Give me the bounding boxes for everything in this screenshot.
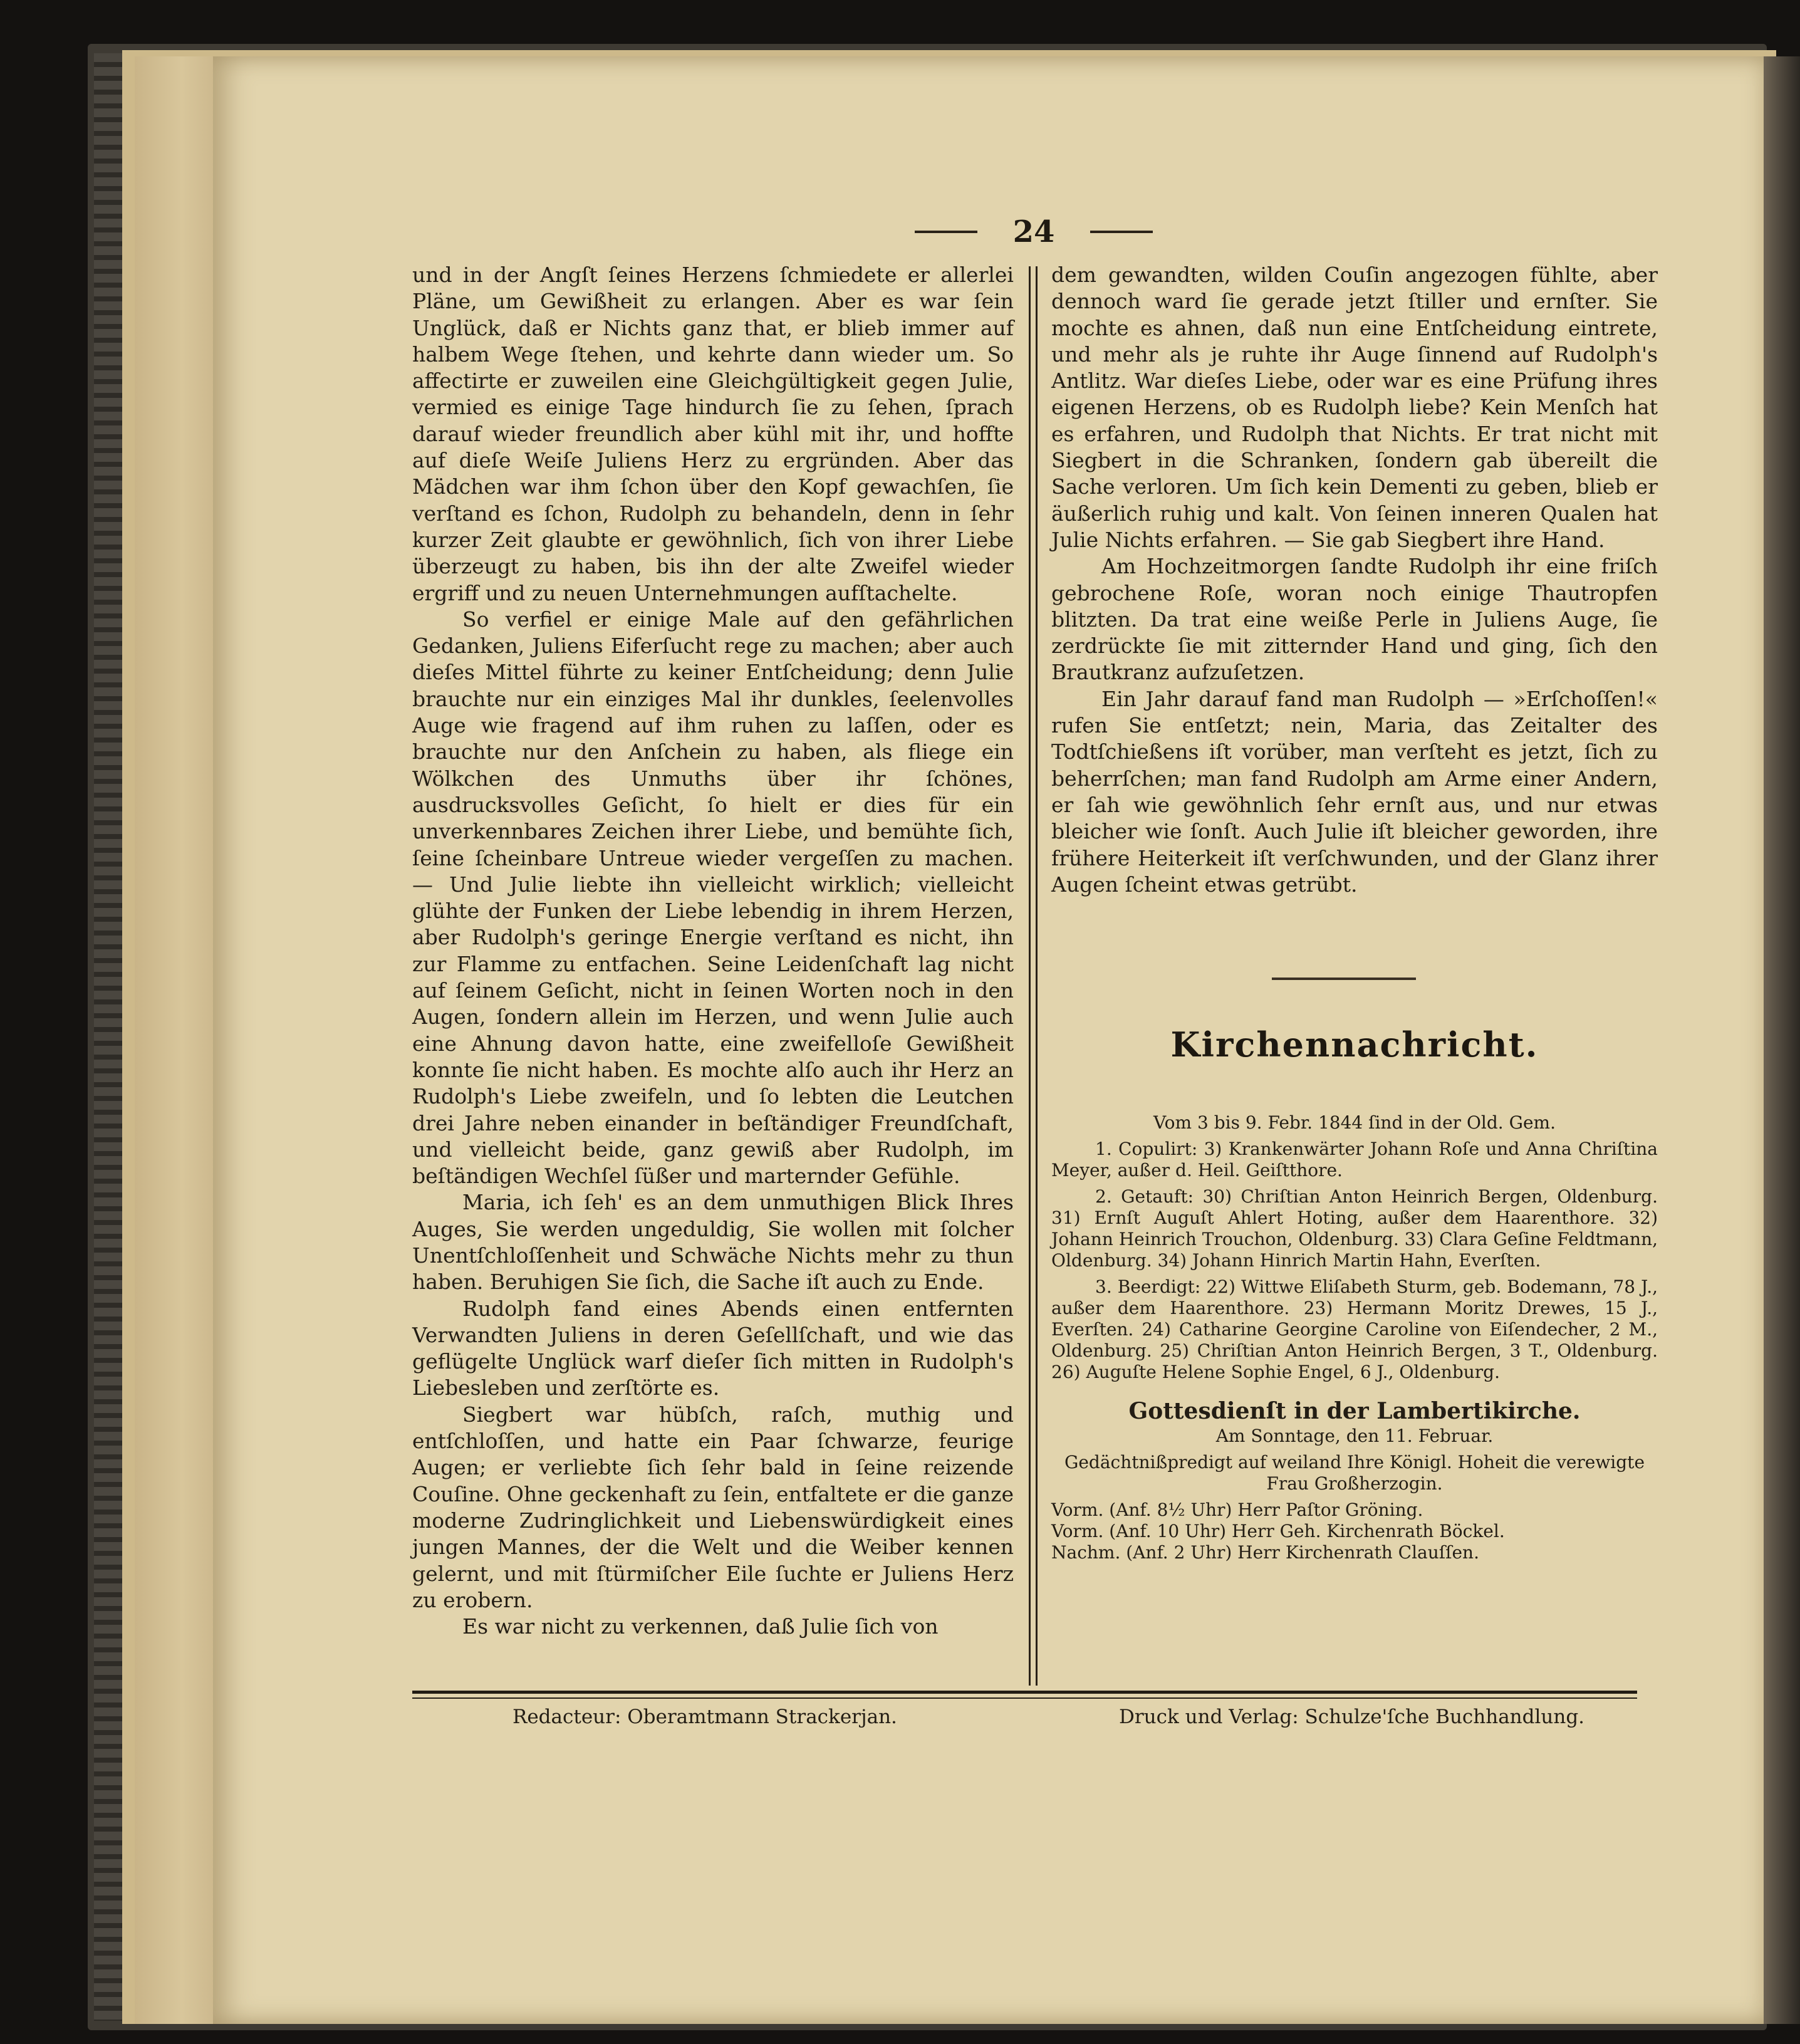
service-date: Am Sonntage, den 11. Februar. bbox=[1215, 1426, 1494, 1446]
paragraph: Maria, ich ſeh' es an dem unmuthigen Blick Ihres Auges, Sie werden ungeduldig, Sie wollen mit ſolcher Unentſchloſſenheit und Schwäche Nichts mehr zu thun haben. Beruhigen Sie ſich, die Sache iſt auch zu Ende. bbox=[412, 1190, 1014, 1295]
paragraph: Ein Jahr darauf fand man Rudolph — »Erſchoſſen!« rufen Sie entſetzt; nein, Maria, das Zeitalter des Todtſchießens iſt vorüber, man verſteht es jetzt, ſich zu beherrſchen; man fand Rudolph am Arme einer Andern, er ſah wie gewöhnlich ſehr ernſt aus, und nur etwas bleicher wie ſonſt. Auch Julie iſt bleicher geworden, ihre frühere Heiterkeit iſt verſchwunden, und der Glanz ihrer Augen ſcheint etwas getrübt. bbox=[1051, 686, 1658, 897]
paragraph: dem gewandten, wilden Couſin angezogen fühlte, aber dennoch ward ſie gerade jetzt ſtiller und ernſter. Sie mochte es ahnen, daß nun eine Entſcheidung eintrete, und mehr als je ruhte ihr Auge ſinnend auf Rudolph's Antlitz. War dieſes Liebe, oder war es eine Prüfung ihres eigenen Herzens, ob es Rudolph liebe? Kein Menſch hat es erfahren, und Rudolph that Nichts. Er trat nicht mit Siegbert in die Schranken, ſondern gab übereilt die Sache verloren. Um ſich kein Dementi zu geben, blieb er äußerlich ruhig und kalt. Von ſeinen inneren Qualen hat Julie Nichts erfahren. — Sie gab Siegbert ihre Hand. bbox=[1051, 263, 1658, 552]
paragraph: So verfiel er einige Male auf den gefährlichen Gedanken, Juliens Eiferſucht rege zu machen; aber auch dieſes Mittel führte zu keiner Entſcheidung; denn Julie brauchte nur ein einziges Mal ihr dunkles, ſeelenvolles Auge wie fragend auf ihm ruhen zu laſſen, oder es brauchte nur den Anſchein zu haben, als fliege ein Wölkchen des Unmuths über ihr ſchönes, ausdrucksvolles Geſicht, ſo hielt er dies für ein unverkennbares Zeichen ihrer Liebe, und bemühte ſich, ſeine ſcheinbare Untreue wieder vergeſſen zu machen. — Und Julie liebte ihn vielleicht wirklich; vielleicht glühte der Funken der Liebe lebendig in ihrem Herzen, aber Rudolph's geringe Energie verſtand es nicht, ihn zur Flamme zu entfachen. Seine Leidenſchaft lag nicht auf ſeinem Geſicht, nicht in ſeinen Worten noch in den Augen, ſondern allein im Herzen, und wenn Julie auch eine Ahnung davon hatte, eine zweifelloſe Gewißheit konnte ſie nicht haben. Es mochte alſo auch ihr Herz an Rudolph's Liebe zweifeln, und ſo lebten die Leutchen drei Jahre neben einander in beſtändiger Freundſchaft, und vielleicht beide, ganz gewiß aber Rudolph, im beſtändigen Wechſel ſüßer und marternder Gefühle. bbox=[412, 607, 1014, 1189]
book-spine bbox=[1764, 56, 1800, 2024]
paragraph: Siegbert war hübſch, raſch, muthig und entſchloſſen, und hatte ein Paar ſchwarze, feurige Augen; er verliebte ſich ſehr bald in ſeine reizende Couſine. Ohne geckenhaft zu ſein, entfaltete er die ganze moderne Zudringlichkeit und Liebenswürdigkeit eines jungen Mannes, der die Welt und die Weiber kennen gelernt, und mit ſtürmiſcher Eile ſuchte er Juliens Herz zu erobern. bbox=[412, 1402, 1014, 1612]
burials: 3. Beerdigt: 22) Wittwe Eliſabeth Sturm, geb. Bodemann, 78 J., außer dem Haarenthore. 23) Hermann Moritz Drewes, 15 J., Everſten. 24) Catharine Georgine Caroline von Eiſendecher, 2 M., Oldenburg. 25) Chriſtian Anton Heinrich Bergen, 3 T., Oldenburg. 26) Auguſte Helene Sophie Engel, 6 J., Oldenburg. bbox=[1051, 1276, 1658, 1382]
paragraph: und in der Angſt ſeines Herzens ſchmiedete er allerlei Pläne, um Gewißheit zu erlangen. Aber es war ſein Unglück, daß er Nichts ganz that, er blieb immer auf halbem Wege ſtehen, und kehrte dann wieder um. So affectirte er zuweilen eine Gleichgültigkeit gegen Julie, vermied es einige Tage hindurch ſie zu ſehen, ſprach darauf wieder freundlich aber kühl mit ihr, und hoffte auf dieſe Weiſe Juliens Herz zu ergründen. Aber das Mädchen war ihm ſchon über den Kopf gewachſen, ſie verſtand es ſchon, Rudolph zu behandeln, denn in ſehr kurzer Zeit glaubte er gewöhnlich, ſich von ihrer Liebe überzeugt zu haben, bis ihn der alte Zweifel wieder ergriff und zu neuen Unternehmungen aufſtachelte. bbox=[412, 263, 1014, 605]
left-column bbox=[412, 262, 1014, 1640]
service-entry: Vorm. (Anf. 8½ Uhr) Herr Paſtor Gröning. bbox=[1051, 1499, 1423, 1520]
right-column bbox=[1051, 262, 1658, 898]
church-news-intro: Vom 3 bis 9. Febr. 1844 ſind in der Old. Gem. bbox=[1153, 1112, 1556, 1133]
church-news bbox=[1051, 1112, 1658, 1563]
footer-rule bbox=[412, 1691, 1637, 1699]
service-heading: Gottesdienſt in der Lambertikirche. bbox=[1128, 1398, 1581, 1424]
paragraph: Rudolph fand eines Abends einen entfernten Verwandten Juliens in deren Geſellſchaft, und wie das geflügelte Unglück warf dieſer ſich mitten in Rudolph's Liebesleben und zerſtörte es. bbox=[412, 1296, 1014, 1400]
column-divider bbox=[1029, 266, 1038, 1686]
section-ornament-rule bbox=[1272, 978, 1416, 980]
page-folio bbox=[915, 210, 1153, 254]
folio-dash-right bbox=[1090, 231, 1153, 233]
folio-dash-left bbox=[915, 231, 977, 233]
church-news-heading: Kirchennachricht. bbox=[1170, 1025, 1539, 1065]
editor-credit: Redacteur: Oberamtmann Strackerjan. bbox=[512, 1706, 897, 1728]
page-edges bbox=[135, 56, 213, 2024]
service-entry: Nachm. (Anf. 2 Uhr) Herr Kirchenrath Clauſſen. bbox=[1051, 1542, 1479, 1563]
marriages: 1. Copulirt: 3) Krankenwärter Johann Roſe und Anna Chriſtina Meyer, außer d. Heil. Geiſtthore. bbox=[1051, 1139, 1658, 1181]
page-number: 24 bbox=[1012, 214, 1055, 249]
memorial-sermon: Gedächtnißpredigt auf weiland Ihre Königl. Hoheit die verewigte Frau Großherzogin. bbox=[1064, 1452, 1645, 1494]
paragraph: Am Hochzeitmorgen ſandte Rudolph ihr eine friſch gebrochene Roſe, woran noch einige Thautropfen blitzten. Da trat eine weiße Perle in Juliens Auge, ſie zerdrückte ſie mit zitternder Hand und ging, ſich den Brautkranz aufzuſetzen. bbox=[1051, 554, 1658, 685]
publisher-credit: Druck und Verlag: Schulze'ſche Buchhandlung. bbox=[1119, 1706, 1585, 1728]
service-entry: Vorm. (Anf. 10 Uhr) Herr Geh. Kirchenrath Böckel. bbox=[1051, 1521, 1505, 1541]
baptisms: 2. Getauft: 30) Chriſtian Anton Heinrich Bergen, Oldenburg. 31) Ernſt Auguſt Ahlert Hoting, außer dem Haarenthore. 32) Johann Heinrich Trouchon, Oldenburg. 33) Clara Geſine Feldtmann, Oldenburg. 34) Johann Hinrich Martin Hahn, Everſten. bbox=[1051, 1186, 1658, 1271]
paragraph: Es war nicht zu verkennen, daß Julie ſich von bbox=[462, 1614, 939, 1639]
